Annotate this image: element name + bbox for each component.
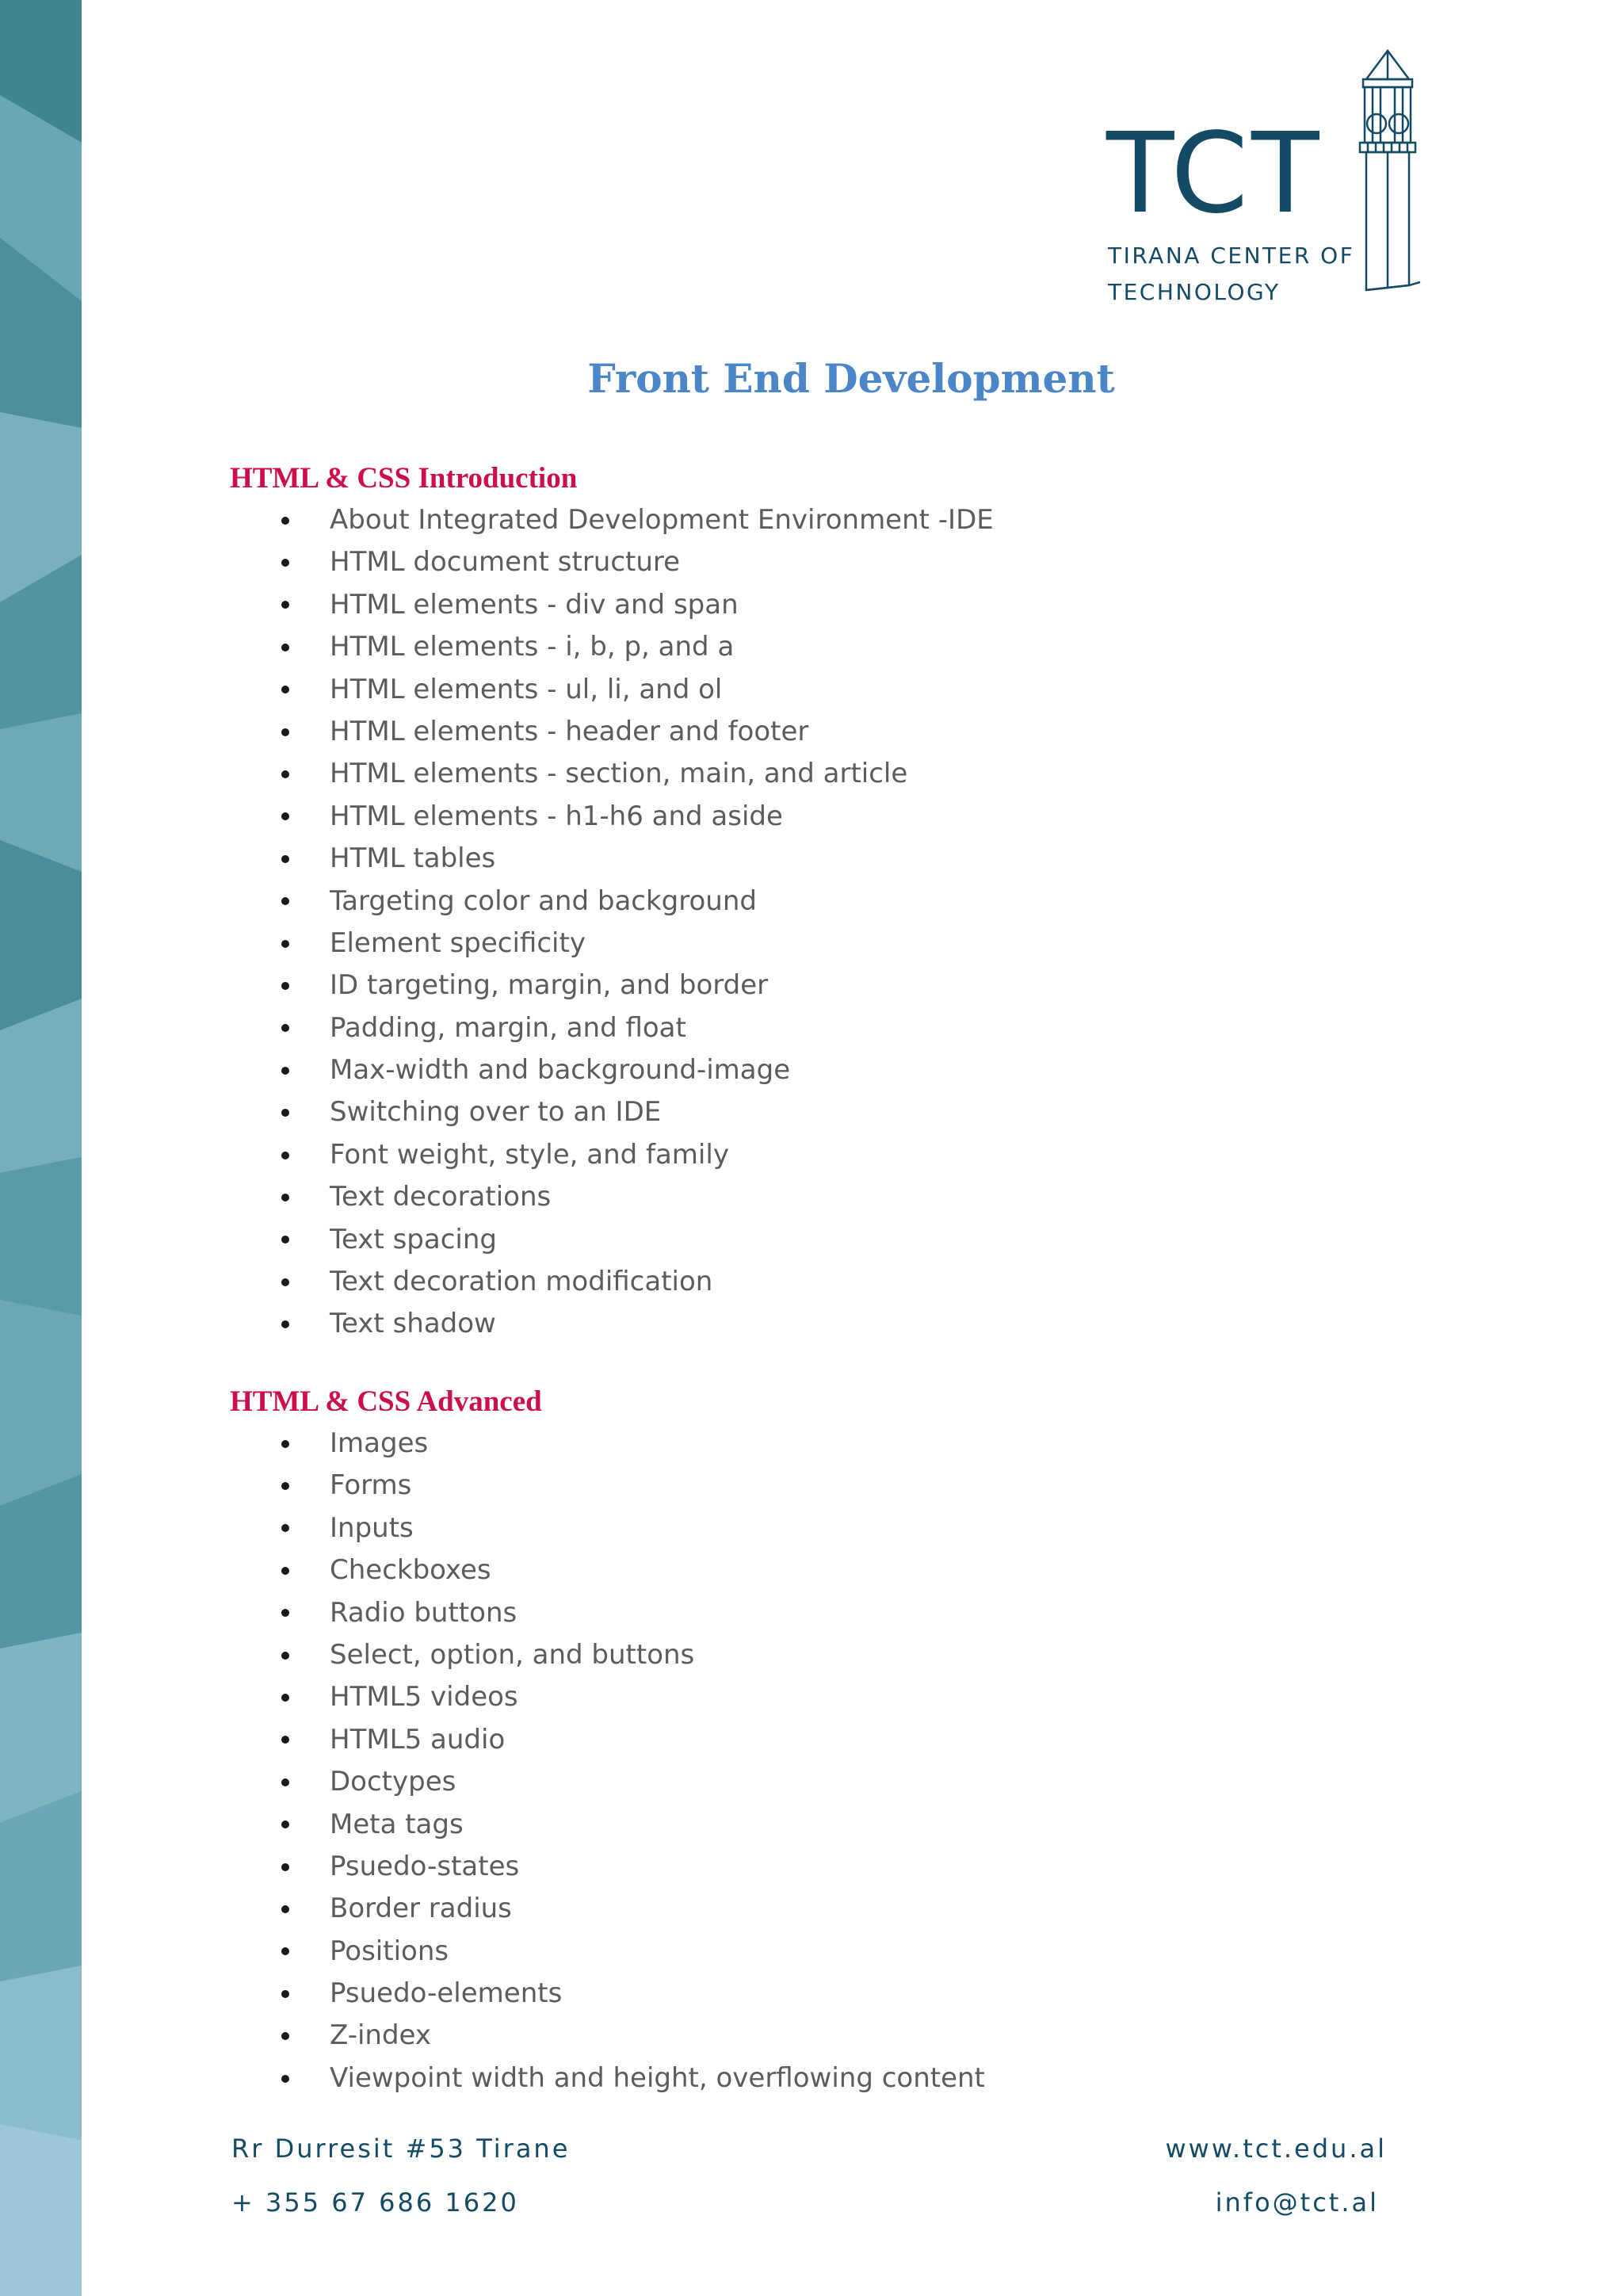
list-item-text: Viewpoint width and height, overflowing content xyxy=(330,2061,985,2094)
list-item xyxy=(230,2057,1419,2099)
bullet-icon xyxy=(281,1694,289,1702)
bullet-icon xyxy=(281,2075,289,2083)
list-item-text: HTML elements - header and footer xyxy=(330,715,809,747)
list-item xyxy=(230,1592,1419,1634)
list-item xyxy=(230,1176,1419,1218)
list-item-text: HTML5 videos xyxy=(330,1681,518,1713)
list-item xyxy=(230,669,1419,711)
list-item xyxy=(230,711,1419,753)
section-html-css-introduction xyxy=(230,458,1419,1346)
list-item xyxy=(230,1676,1419,1718)
list-item-text: Text shadow xyxy=(330,1308,496,1340)
list-item-text: Psuedo-states xyxy=(330,1850,520,1882)
bullet-icon xyxy=(281,1278,289,1286)
list-item xyxy=(230,1761,1419,1803)
list-item xyxy=(230,838,1419,880)
bullet-icon xyxy=(281,1152,289,1159)
list-item-text: Psuedo-elements xyxy=(330,1977,563,2010)
tct-logo xyxy=(1106,48,1439,317)
logo-acronym: TCT xyxy=(1106,109,1323,239)
list-item-text: HTML elements - div and span xyxy=(330,588,739,621)
list-item xyxy=(230,584,1419,626)
list-item xyxy=(230,499,1419,541)
list-item xyxy=(230,965,1419,1007)
bullet-icon xyxy=(281,855,289,863)
list-item xyxy=(230,1134,1419,1176)
list-item-text: Meta tags xyxy=(330,1808,464,1840)
bullet-icon xyxy=(281,1778,289,1786)
list-item xyxy=(230,1804,1419,1846)
list-item xyxy=(230,1634,1419,1676)
list-item-text: HTML elements - ul, li, and ol xyxy=(330,673,723,705)
footer-email-link[interactable]: info@tct.al xyxy=(1215,2187,1379,2218)
footer-phone: + 355 67 686 1620 xyxy=(231,2187,519,2218)
list-item xyxy=(230,1931,1419,1973)
bullet-icon xyxy=(281,897,289,905)
bullet-icon xyxy=(281,517,289,525)
bullet-icon xyxy=(281,1024,289,1032)
bullet-icon xyxy=(281,1320,289,1328)
bullet-icon xyxy=(281,686,289,693)
list-item xyxy=(230,796,1419,838)
decorative-side-strip xyxy=(0,0,82,2296)
list-item-text: HTML5 audio xyxy=(330,1723,506,1755)
bullet-icon xyxy=(281,1736,289,1744)
document-title: Front End Development xyxy=(587,355,1115,402)
bullet-icon xyxy=(281,1524,289,1532)
footer-address: Rr Durresit #53 Tirane xyxy=(231,2134,571,2164)
bullet-icon xyxy=(281,728,289,736)
footer-website-link[interactable]: www.tct.edu.al xyxy=(1165,2134,1387,2164)
list-item-text: Font weight, style, and family xyxy=(330,1138,729,1171)
list-item xyxy=(230,1973,1419,2015)
list-item xyxy=(230,1719,1419,1761)
section-heading: HTML & CSS Advanced xyxy=(230,1385,542,1418)
list-item xyxy=(230,1507,1419,1549)
list-item xyxy=(230,753,1419,795)
bullet-icon xyxy=(281,1652,289,1660)
list-item xyxy=(230,1465,1419,1507)
logo-line-2: TECHNOLOGY xyxy=(1108,279,1281,305)
bullet-icon xyxy=(281,1990,289,1998)
list-item-text: About Integrated Development Environment -IDE xyxy=(330,504,994,536)
list-item-text: HTML elements - i, b, p, and a xyxy=(330,631,735,663)
list-item-text: HTML tables xyxy=(330,842,496,875)
list-item-text: Element specificity xyxy=(330,926,586,959)
bullet-icon xyxy=(281,940,289,948)
section-heading: HTML & CSS Introduction xyxy=(230,462,578,495)
bullet-icon xyxy=(281,1482,289,1490)
list-item-text: HTML elements - section, main, and article xyxy=(330,758,908,790)
list-item xyxy=(230,1261,1419,1303)
list-item xyxy=(230,2015,1419,2057)
list-item-text: Padding, margin, and float xyxy=(330,1011,686,1044)
list-item xyxy=(230,1423,1419,1465)
list-item xyxy=(230,923,1419,965)
bullet-icon xyxy=(281,1947,289,1955)
list-item-text: Max-width and background-image xyxy=(330,1054,791,1087)
bullet-icon xyxy=(281,1863,289,1871)
list-item xyxy=(230,1007,1419,1049)
bullet-icon xyxy=(281,1820,289,1828)
bullet-icon xyxy=(281,1236,289,1244)
bullet-icon xyxy=(281,982,289,990)
bullet-icon xyxy=(281,2032,289,2040)
bullet-icon xyxy=(281,1905,289,1913)
list-item-text: Radio buttons xyxy=(330,1596,517,1629)
list-item-text: Z-index xyxy=(330,2019,431,2052)
logo-line-1: TIRANA CENTER OF xyxy=(1108,243,1355,269)
list-item-text: HTML document structure xyxy=(330,546,681,579)
list-item-text: ID targeting, margin, and border xyxy=(330,969,769,1002)
bullet-icon xyxy=(281,1067,289,1075)
list-item-text: Positions xyxy=(330,1935,449,1967)
list-item-text: HTML elements - h1-h6 and aside xyxy=(330,800,783,832)
bullet-icon xyxy=(281,559,289,567)
bullet-icon xyxy=(281,1567,289,1575)
list-item-text: Text decoration modification xyxy=(330,1266,713,1298)
list-item-text: Text spacing xyxy=(330,1223,497,1255)
section-html-css-advanced xyxy=(230,1381,1419,2099)
list-item xyxy=(230,1549,1419,1591)
bullet-icon xyxy=(281,770,289,778)
list-item xyxy=(230,1888,1419,1930)
bullet-icon xyxy=(281,1109,289,1117)
list-item-text: Inputs xyxy=(330,1511,414,1544)
bullet-icon xyxy=(281,1194,289,1201)
list-item-text: Border radius xyxy=(330,1893,512,1925)
bullet-icon xyxy=(281,601,289,609)
list-item xyxy=(230,1303,1419,1345)
topic-list xyxy=(230,499,1419,1346)
list-item xyxy=(230,1049,1419,1091)
list-item-text: Select, option, and buttons xyxy=(330,1638,695,1671)
list-item-text: Targeting color and background xyxy=(330,884,757,917)
topic-list xyxy=(230,1423,1419,2099)
list-item xyxy=(230,1219,1419,1261)
bullet-icon xyxy=(281,644,289,651)
bullet-icon xyxy=(281,1609,289,1617)
list-item-text: Doctypes xyxy=(330,1766,456,1798)
clock-tower-icon xyxy=(1344,48,1431,301)
list-item-text: Forms xyxy=(330,1469,412,1502)
list-item xyxy=(230,1091,1419,1133)
list-item xyxy=(230,626,1419,668)
list-item xyxy=(230,881,1419,923)
list-item xyxy=(230,541,1419,583)
bullet-icon xyxy=(281,1440,289,1448)
list-item xyxy=(230,1846,1419,1888)
list-item-text: Switching over to an IDE xyxy=(330,1096,662,1129)
list-item-text: Checkboxes xyxy=(330,1554,491,1587)
list-item-text: Images xyxy=(330,1427,429,1459)
list-item-text: Text decorations xyxy=(330,1181,552,1213)
bullet-icon xyxy=(281,812,289,820)
